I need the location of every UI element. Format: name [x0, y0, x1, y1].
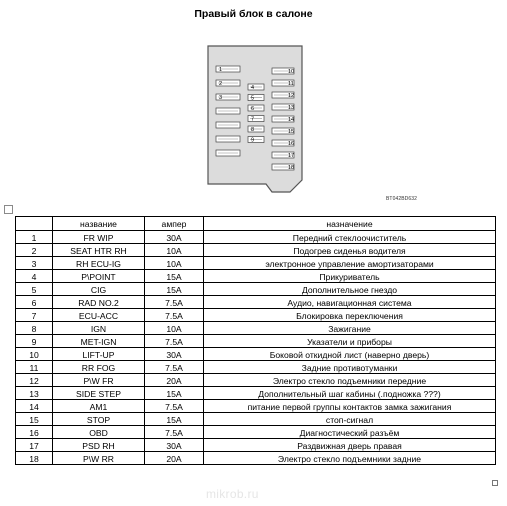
cell-name — [53, 452, 145, 465]
cell-name — [53, 413, 145, 426]
cell-amp-text: 15A — [166, 284, 182, 295]
cell-purpose — [204, 335, 496, 348]
cell-num-text: 8 — [31, 323, 37, 334]
cell-amp-text: 7.5A — [165, 362, 183, 373]
cell-purpose — [204, 283, 496, 296]
fuse-left-6 — [216, 136, 240, 142]
fuse-center-1 — [248, 84, 264, 91]
cell-amp — [145, 231, 204, 244]
cell-num-text: 7 — [31, 310, 37, 321]
cell-amp — [145, 426, 204, 439]
cell-purpose — [204, 439, 496, 452]
cell-amp-text: 15A — [166, 388, 182, 399]
cell-num-text: 14 — [29, 401, 39, 412]
cell-purpose — [204, 348, 496, 361]
cell-purpose — [204, 400, 496, 413]
cell-name-text: P\W FR — [83, 375, 114, 386]
cell-name-text: P\POINT — [81, 271, 116, 282]
svg-text:18: 18 — [288, 165, 295, 171]
cell-name — [53, 348, 145, 361]
cell-purpose-text: Зажигание — [328, 323, 371, 334]
cell-purpose — [204, 452, 496, 465]
svg-text:11: 11 — [288, 81, 294, 87]
cell-purpose-text: Боковой откидной лист (наверно дверь) — [269, 349, 430, 360]
cell-num — [16, 400, 53, 413]
cell-purpose — [204, 309, 496, 322]
table-row — [16, 244, 496, 257]
cell-name-text: SEAT HTR RH — [70, 245, 127, 256]
fuse-left-3 — [216, 94, 240, 101]
cell-num-text: 18 — [29, 453, 39, 464]
cell-name — [53, 231, 145, 244]
cell-amp-text: 30A — [166, 440, 182, 451]
cell-num-text: 9 — [31, 336, 37, 347]
fuse-center-5 — [248, 126, 264, 133]
cell-amp — [145, 270, 204, 283]
table-row — [16, 400, 496, 413]
fuse-left-7 — [216, 150, 240, 156]
cell-purpose-text: электронное управление амортизаторами — [265, 258, 434, 269]
cell-amp-text: 15A — [166, 414, 182, 425]
cell-name — [53, 309, 145, 322]
cell-name-text: LIFT-UP — [82, 349, 115, 360]
cell-name-text: ECU-ACC — [78, 310, 119, 321]
svg-text:16: 16 — [288, 141, 295, 147]
cell-amp — [145, 413, 204, 426]
cell-num — [16, 335, 53, 348]
cell-num — [16, 439, 53, 452]
fuse-right-6 — [272, 128, 294, 135]
table-header-row — [16, 217, 496, 231]
svg-text:4: 4 — [251, 85, 255, 91]
cell-amp-text: 10A — [166, 245, 182, 256]
fuse-right-3 — [272, 92, 294, 99]
cell-num — [16, 322, 53, 335]
cell-amp — [145, 309, 204, 322]
cell-num — [16, 257, 53, 270]
fuse-table — [15, 216, 496, 465]
svg-text:14: 14 — [288, 117, 295, 123]
cell-amp-text: 7.5A — [165, 297, 183, 308]
cell-num — [16, 387, 53, 400]
diagram-code: BT042BD632 — [386, 196, 418, 202]
cell-num — [16, 231, 53, 244]
cell-purpose-text: Подогрев сиденья водителя — [293, 245, 406, 256]
cell-purpose-text: Раздвижная дверь правая — [297, 440, 402, 451]
table-row — [16, 322, 496, 335]
cell-num — [16, 309, 53, 322]
fuse-left-1 — [216, 66, 240, 73]
cell-amp — [145, 400, 204, 413]
cell-amp-text: 7.5A — [165, 336, 183, 347]
cell-purpose — [204, 413, 496, 426]
cell-amp — [145, 322, 204, 335]
cell-name-text: PSD RH — [82, 440, 115, 451]
cell-amp — [145, 244, 204, 257]
cell-amp-text: 7.5A — [165, 310, 183, 321]
cell-num-text: 6 — [31, 297, 37, 308]
cell-name-text: MET-IGN — [80, 336, 117, 347]
cell-purpose-text: Электро стекло подъемники передние — [272, 375, 427, 386]
fuse-right-7 — [272, 140, 294, 147]
cell-name — [53, 426, 145, 439]
table-row — [16, 348, 496, 361]
cell-num-text: 12 — [29, 375, 39, 386]
document-title: Правый блок в салоне — [194, 8, 313, 20]
table-row — [16, 413, 496, 426]
svg-text:6: 6 — [251, 106, 255, 112]
cell-name — [53, 374, 145, 387]
svg-text:17: 17 — [288, 153, 295, 159]
fuse-center-4 — [248, 116, 264, 123]
fuse-right-8 — [272, 152, 294, 159]
cell-amp — [145, 387, 204, 400]
cell-purpose — [204, 387, 496, 400]
table-row — [16, 361, 496, 374]
cell-num — [16, 413, 53, 426]
table-row — [16, 439, 496, 452]
cell-amp-text: 30A — [166, 349, 182, 360]
cell-name-text: CIG — [90, 284, 107, 295]
cell-amp-text: 7.5A — [165, 427, 183, 438]
header-num — [16, 217, 53, 231]
cell-num — [16, 244, 53, 257]
cell-name-text: RAD NO.2 — [78, 297, 119, 308]
cell-name — [53, 387, 145, 400]
cell-name-text: SIDE STEP — [76, 388, 121, 399]
cell-purpose-text: Указатели и приборы — [307, 336, 392, 347]
cell-amp-text: 10A — [166, 323, 182, 334]
cell-amp — [145, 374, 204, 387]
cell-purpose-text: Передний стеклоочиститель — [292, 232, 407, 243]
cell-purpose-text: стоп-сигнал — [325, 414, 374, 425]
cell-purpose-text: Блокировка переключения — [296, 310, 403, 321]
cell-purpose — [204, 270, 496, 283]
cell-amp — [145, 335, 204, 348]
header-amp: ампер — [145, 217, 204, 231]
cell-num — [16, 270, 53, 283]
cell-num-text: 2 — [31, 245, 37, 256]
cell-purpose — [204, 374, 496, 387]
cell-num-text: 3 — [31, 258, 37, 269]
fuse-center-2 — [248, 95, 264, 102]
cell-amp — [145, 361, 204, 374]
cell-amp — [145, 257, 204, 270]
cell-name — [53, 270, 145, 283]
cell-amp-text: 10A — [166, 258, 182, 269]
cell-name — [53, 361, 145, 374]
fuse-left-4 — [216, 108, 240, 114]
table-row — [16, 387, 496, 400]
fuse-right-9 — [272, 164, 294, 171]
table-row — [16, 270, 496, 283]
cell-purpose-text: Задние противотуманки — [301, 362, 398, 373]
cell-amp — [145, 283, 204, 296]
svg-text:7: 7 — [251, 116, 255, 123]
fuse-box-diagram — [204, 44, 306, 194]
header-purpose: назначение — [204, 217, 496, 231]
cell-purpose-text: Электро стекло подъемники задние — [277, 453, 422, 464]
cell-name-text: RH ECU-IG — [76, 258, 121, 269]
cell-name — [53, 400, 145, 413]
table-row — [16, 309, 496, 322]
table-move-handle[interactable] — [4, 205, 13, 214]
cell-amp — [145, 452, 204, 465]
cell-num-text: 4 — [31, 271, 37, 282]
cell-amp-text: 15A — [166, 271, 182, 282]
cell-num-text: 15 — [29, 414, 39, 425]
cell-purpose-text: Прикуриватель — [319, 271, 380, 282]
cell-name-text: P\W RR — [82, 453, 115, 464]
cell-purpose-text: Аудио, навигационная система — [287, 297, 412, 308]
cell-purpose-text: Диагностический разъём — [299, 427, 400, 438]
cell-purpose-text: питание первой группы контактов замка зажигания — [247, 401, 452, 412]
svg-text:13: 13 — [288, 105, 295, 111]
cell-name — [53, 322, 145, 335]
fuse-center-3 — [248, 105, 264, 112]
cell-num — [16, 348, 53, 361]
cell-amp-text: 30A — [166, 232, 182, 243]
table-resize-handle[interactable] — [492, 480, 498, 486]
cell-name — [53, 244, 145, 257]
cell-num-text: 10 — [29, 349, 39, 360]
svg-text:9: 9 — [251, 137, 255, 144]
cell-name-text: FR WIP — [83, 232, 114, 243]
cell-amp — [145, 296, 204, 309]
table-row — [16, 452, 496, 465]
cell-purpose — [204, 244, 496, 257]
svg-text:8: 8 — [251, 127, 255, 133]
table-row — [16, 335, 496, 348]
cell-name — [53, 257, 145, 270]
table-row — [16, 426, 496, 439]
cell-amp-text: 7.5A — [165, 401, 183, 412]
fuse-right-2 — [272, 80, 294, 87]
cell-purpose-text: Дополнительный шаг кабины (.подножка ???) — [258, 388, 441, 399]
svg-text:2: 2 — [219, 81, 223, 87]
svg-text:5: 5 — [251, 95, 255, 102]
cell-amp-text: 20A — [166, 375, 182, 386]
table-row — [16, 231, 496, 244]
fuse-right-5 — [272, 116, 294, 123]
cell-num — [16, 452, 53, 465]
table-row — [16, 257, 496, 270]
header-name: название — [53, 217, 145, 231]
cell-name-text: IGN — [90, 323, 107, 334]
svg-text:1: 1 — [219, 67, 223, 73]
cell-name-text: AM1 — [89, 401, 108, 412]
cell-amp — [145, 348, 204, 361]
fuse-left-2 — [216, 80, 240, 87]
svg-text:15: 15 — [288, 129, 295, 135]
cell-num-text: 17 — [29, 440, 39, 451]
fuse-left-5 — [216, 122, 240, 128]
cell-name — [53, 335, 145, 348]
table-row — [16, 296, 496, 309]
cell-purpose-text: Дополнительное гнездо — [301, 284, 398, 295]
cell-num — [16, 374, 53, 387]
cell-purpose — [204, 426, 496, 439]
fuse-center-6 — [248, 137, 264, 144]
cell-name-text: RR FOG — [81, 362, 116, 373]
cell-purpose — [204, 257, 496, 270]
cell-num-text: 5 — [31, 284, 37, 295]
cell-name-text: STOP — [86, 414, 111, 425]
cell-num-text: 16 — [29, 427, 39, 438]
svg-text:3: 3 — [219, 95, 223, 101]
cell-purpose — [204, 361, 496, 374]
cell-num-text: 13 — [29, 388, 39, 399]
svg-text:12: 12 — [288, 93, 295, 99]
cell-purpose — [204, 231, 496, 244]
cell-num-text: 1 — [31, 232, 37, 243]
cell-name — [53, 439, 145, 452]
cell-amp — [145, 439, 204, 452]
cell-num — [16, 426, 53, 439]
cell-num-text: 11 — [29, 362, 39, 373]
fuse-right-4 — [272, 104, 294, 111]
cell-name — [53, 296, 145, 309]
cell-num — [16, 283, 53, 296]
cell-num — [16, 361, 53, 374]
cell-name-text: OBD — [89, 427, 108, 438]
cell-amp-text: 20A — [166, 453, 182, 464]
cell-purpose — [204, 322, 496, 335]
cell-name — [53, 283, 145, 296]
cell-num — [16, 296, 53, 309]
cell-purpose — [204, 296, 496, 309]
svg-text:10: 10 — [288, 69, 295, 75]
watermark: mikrob.ru — [206, 487, 259, 501]
table-row — [16, 374, 496, 387]
fuse-right-1 — [272, 68, 294, 75]
table-row — [16, 283, 496, 296]
